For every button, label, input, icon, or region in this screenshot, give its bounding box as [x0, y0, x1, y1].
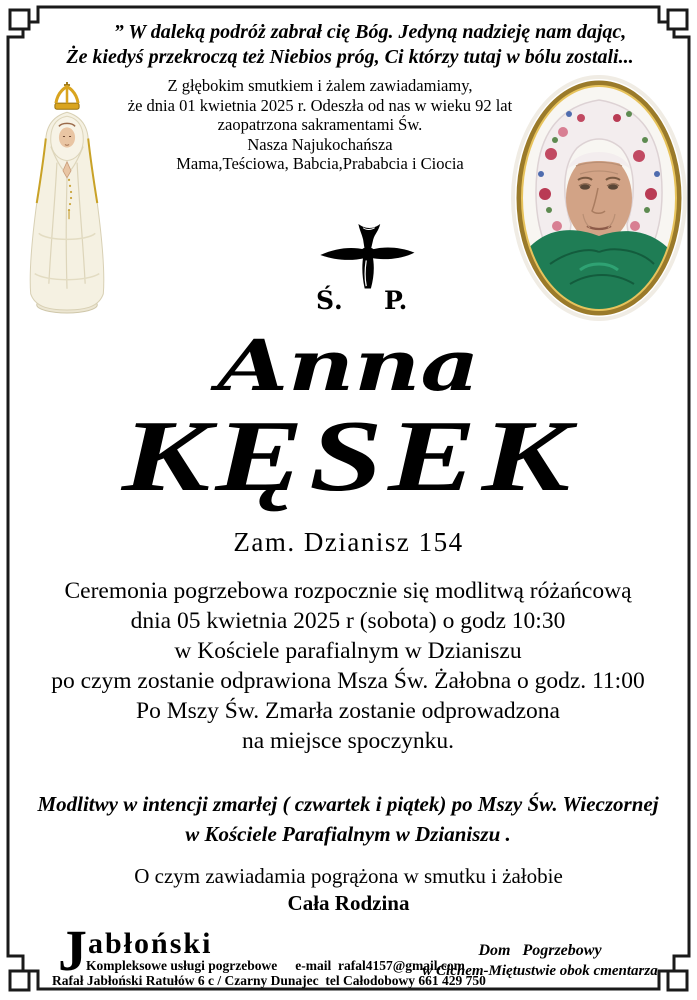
ceremony-line: Ceremonia pogrzebowa rozpocznie się modlitwą różańcową	[64, 578, 632, 604]
quote-line-2: Że kiedyś przekroczą też Niebios próg, Ci którzy tutaj w bólu zostali...	[66, 46, 634, 68]
closing-line: O czym zawiadamia pogrążona w smutku i żałobie	[134, 864, 563, 888]
deceased-residence: Zam. Dzianisz 154	[233, 527, 464, 557]
memorial-cross-icon	[306, 220, 428, 290]
quote-line-1: ” W daleką podróż zabrał cię Bóg. Jedyną nadzieję nam dając,	[113, 21, 627, 43]
sp-initial-left: Ś.	[316, 286, 343, 315]
ceremony-line: po czym zostanie odprawiona Msza Św. Żałobna o godz. 11:00	[51, 668, 645, 694]
announcement-line: Mama,Teściowa, Babcia,Prababcia i Ciocia	[176, 154, 464, 173]
ceremony-line: Po Mszy Św. Zmarła zostanie odprowadzona	[136, 698, 560, 724]
sp-initial-right: P.	[384, 286, 408, 315]
closing-family: Cała Rodzina	[287, 891, 410, 915]
funeral-home-address: Rafał Jabłoński Ratułów 6 c / Czarny Dunajec tel Całodobowy 661 429 750	[52, 973, 486, 988]
deceased-first-name: Anna	[217, 324, 480, 407]
funeral-home-location-line-2: w Cichem-Miętustwie obok cmentarza	[422, 963, 658, 979]
announcement-line: że dnia 01 kwietnia 2025 r. Odeszła od nas w wieku 92 lat	[127, 95, 513, 115]
funeral-home-location-line-1: Dom Pogrzebowy	[478, 942, 602, 959]
funeral-home-name: abłoński	[88, 927, 213, 960]
announcement-block	[100, 76, 540, 174]
funeral-home-initial: J	[58, 918, 87, 983]
ceremony-line: w Kościele parafialnym w Dzianiszu	[174, 638, 522, 664]
corner-square-top-left	[10, 10, 29, 29]
deceased-last-name: KĘSEK	[121, 400, 576, 513]
funeral-home-email: e-mail rafal4157@gmail.com	[295, 958, 465, 973]
funeral-home-location	[400, 940, 680, 982]
memorial-quote	[30, 20, 670, 70]
portrait-photo	[510, 74, 688, 322]
prayers-note	[8, 789, 688, 849]
prayers-line-2: w Kościele Parafialnym w Dzianiszu .	[185, 822, 511, 846]
funeral-home-services: Kompleksowe usługi pogrzebowe	[86, 958, 278, 973]
announcement-line: Nasza Najukochańsza	[247, 134, 393, 154]
corner-square-bottom-left	[10, 971, 29, 990]
ceremony-line: na miejsce spoczynku.	[241, 728, 455, 754]
announcement-line: Z głębokim smutkiem i żalem zawiadamiamy,	[167, 76, 473, 95]
ceremony-line: dnia 05 kwietnia 2025 r (sobota) o godz 10:30	[130, 608, 566, 634]
corner-square-top-right	[668, 10, 687, 29]
prayers-line-1: Modlitwy w intencji zmarłej ( czwartek i piątek) po Mszy Św. Wieczornej	[37, 792, 659, 816]
ceremony-details	[18, 576, 678, 756]
announcement-line: zaopatrzona sakramentami Św.	[217, 115, 423, 134]
